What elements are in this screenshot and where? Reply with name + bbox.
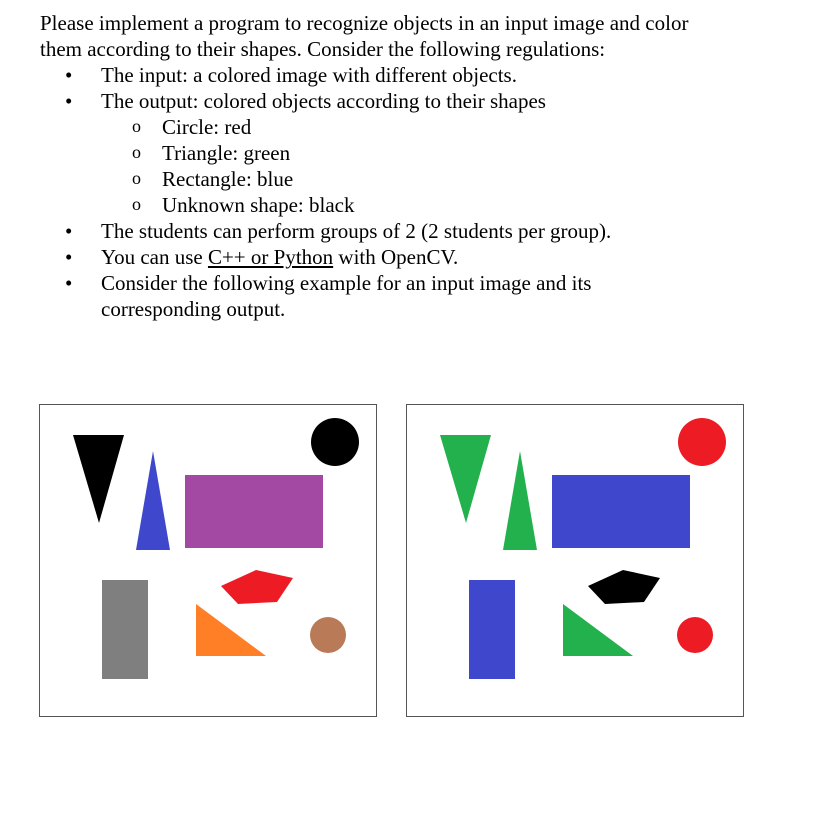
blue-rectangle-shape [469, 580, 515, 679]
shape-color-list [101, 114, 810, 218]
intro-line-2: them according to their shapes. Consider the following regulations: [40, 37, 606, 61]
down-triangle-shape [440, 435, 491, 523]
intro-line-1: Please implement a program to recognize objects in an input image and color [40, 11, 689, 35]
bullet-text: The input: a colored image with different objects. [101, 63, 517, 87]
pentagon-shape [588, 570, 660, 604]
sub-item-circle: o Circle: red [40, 114, 810, 140]
output-shapes [407, 405, 743, 716]
wide-rectangle-shape [552, 475, 690, 548]
sub-item-rectangle: o Rectangle: blue [40, 166, 810, 192]
bullet-groups [40, 218, 810, 244]
bullet-text: The students can perform groups of 2 (2 students per group). [101, 219, 612, 243]
down-triangle-shape [73, 435, 124, 523]
tall-triangle-shape [503, 451, 537, 550]
bullet-input [40, 62, 810, 88]
input-image [39, 404, 377, 717]
output-image [406, 404, 744, 717]
top-circle-shape [678, 418, 726, 466]
sub-item-triangle: o Triangle: green [40, 140, 810, 166]
small-circle-shape [677, 617, 713, 653]
bullet-text: The output: colored objects according to their shapes [101, 89, 546, 113]
right-triangle-shape [563, 604, 633, 656]
gray-rectangle-shape [102, 580, 148, 679]
bullet-example: • Consider the following example for an input image and its corresponding output. [40, 270, 810, 322]
tall-triangle-shape [136, 451, 170, 550]
small-circle-shape [310, 617, 346, 653]
bullet-text: Consider the following example for an input image and its [101, 271, 592, 295]
assignment-text [40, 10, 810, 322]
language-link[interactable]: C++ or Python [207, 245, 334, 269]
top-circle-shape [311, 418, 359, 466]
sub-item-unknown: o Unknown shape: black [40, 192, 810, 218]
right-triangle-shape [196, 604, 266, 656]
regulations-list [40, 62, 810, 322]
bullet-opencv: • You can use C++ or Python with OpenCV. [40, 244, 810, 270]
input-shapes [40, 405, 376, 716]
bullet-output [40, 88, 810, 218]
pentagon-shape [221, 570, 293, 604]
wide-rectangle-shape [185, 475, 323, 548]
intro-paragraph [40, 10, 810, 62]
